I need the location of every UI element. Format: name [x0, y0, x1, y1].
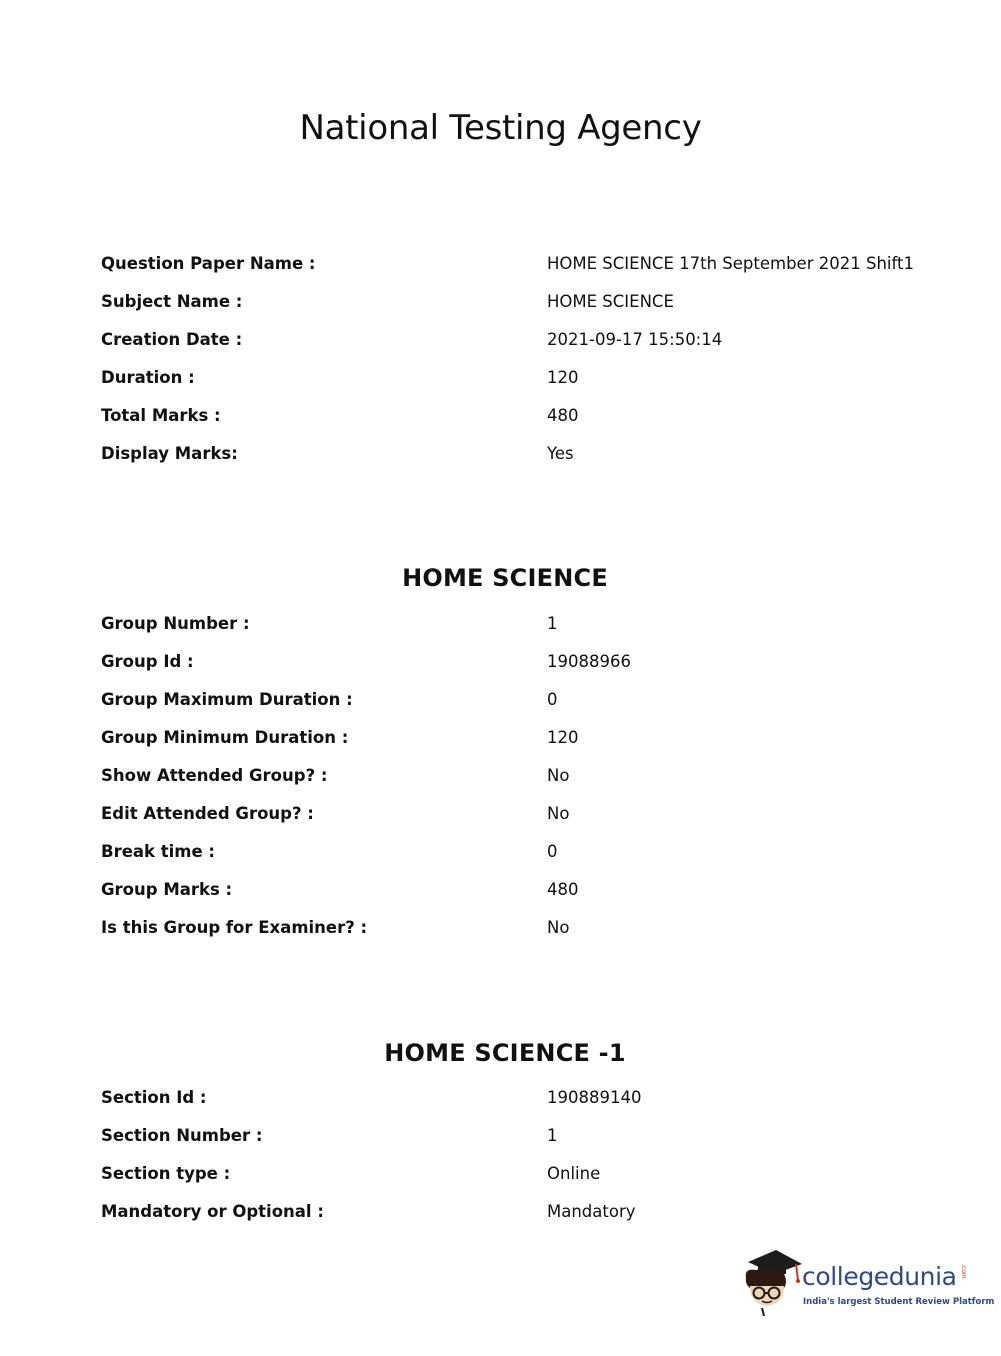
group-row	[0, 728, 1001, 766]
info-row	[0, 254, 1001, 292]
page-title: National Testing Agency	[299, 108, 702, 148]
group-label: Group Id :	[101, 652, 194, 671]
info-label: Creation Date :	[101, 330, 243, 349]
group-row	[0, 766, 1001, 804]
info-label: Question Paper Name :	[101, 254, 316, 273]
group-label: Show Attended Group? :	[101, 766, 328, 785]
info-label: Display Marks:	[101, 444, 238, 463]
info-label: Duration :	[101, 368, 195, 387]
section-value: Online	[547, 1164, 601, 1183]
info-value: 2021-09-17 15:50:14	[547, 330, 723, 349]
group-title: HOME SCIENCE	[402, 564, 608, 592]
info-value: HOME SCIENCE	[547, 292, 674, 311]
info-row	[0, 368, 1001, 406]
section-label: Section Number :	[101, 1126, 263, 1145]
group-label: Group Number :	[101, 614, 250, 633]
group-row	[0, 690, 1001, 728]
section-row	[0, 1088, 1001, 1126]
group-row	[0, 918, 1001, 956]
info-row	[0, 330, 1001, 368]
group-row	[0, 614, 1001, 652]
group-label: Is this Group for Examiner? :	[101, 918, 368, 937]
group-value: 480	[547, 880, 579, 899]
group-label: Group Maximum Duration :	[101, 690, 353, 709]
section-label: Section Id :	[101, 1088, 207, 1107]
section-row	[0, 1164, 1001, 1202]
section-value: 190889140	[547, 1088, 642, 1107]
info-row	[0, 444, 1001, 482]
group-label: Break time :	[101, 842, 216, 861]
graduate-mascot-icon	[740, 1248, 802, 1318]
info-value: HOME SCIENCE 17th September 2021 Shift1	[547, 254, 914, 273]
info-label: Subject Name :	[101, 292, 243, 311]
info-value: Yes	[547, 444, 574, 463]
group-row	[0, 880, 1001, 918]
group-value: 120	[547, 728, 579, 747]
group-value: 1	[547, 614, 558, 633]
section-label: Mandatory or Optional :	[101, 1202, 324, 1221]
section-value: Mandatory	[547, 1202, 636, 1221]
group-value: No	[547, 918, 570, 937]
group-value: 0	[547, 842, 558, 861]
info-row	[0, 406, 1001, 444]
group-row	[0, 652, 1001, 690]
section-row	[0, 1202, 1001, 1240]
group-value: 0	[547, 690, 558, 709]
group-row	[0, 804, 1001, 842]
logo-wordmark: collegedunia	[802, 1262, 957, 1291]
group-value: No	[547, 804, 570, 823]
section-label: Section type :	[101, 1164, 231, 1183]
info-row	[0, 292, 1001, 330]
collegedunia-logo	[740, 1248, 995, 1318]
group-label: Edit Attended Group? :	[101, 804, 314, 823]
logo-suffix: .com	[960, 1264, 967, 1279]
group-row	[0, 842, 1001, 880]
info-label: Total Marks :	[101, 406, 221, 425]
group-value: 19088966	[547, 652, 631, 671]
logo-tagline: India's largest Student Review Platform	[803, 1297, 995, 1307]
section-row	[0, 1126, 1001, 1164]
info-value: 120	[547, 368, 579, 387]
group-label: Group Minimum Duration :	[101, 728, 349, 747]
section-title: HOME SCIENCE -1	[384, 1039, 626, 1067]
group-value: No	[547, 766, 570, 785]
info-value: 480	[547, 406, 579, 425]
section-value: 1	[547, 1126, 558, 1145]
group-label: Group Marks :	[101, 880, 233, 899]
